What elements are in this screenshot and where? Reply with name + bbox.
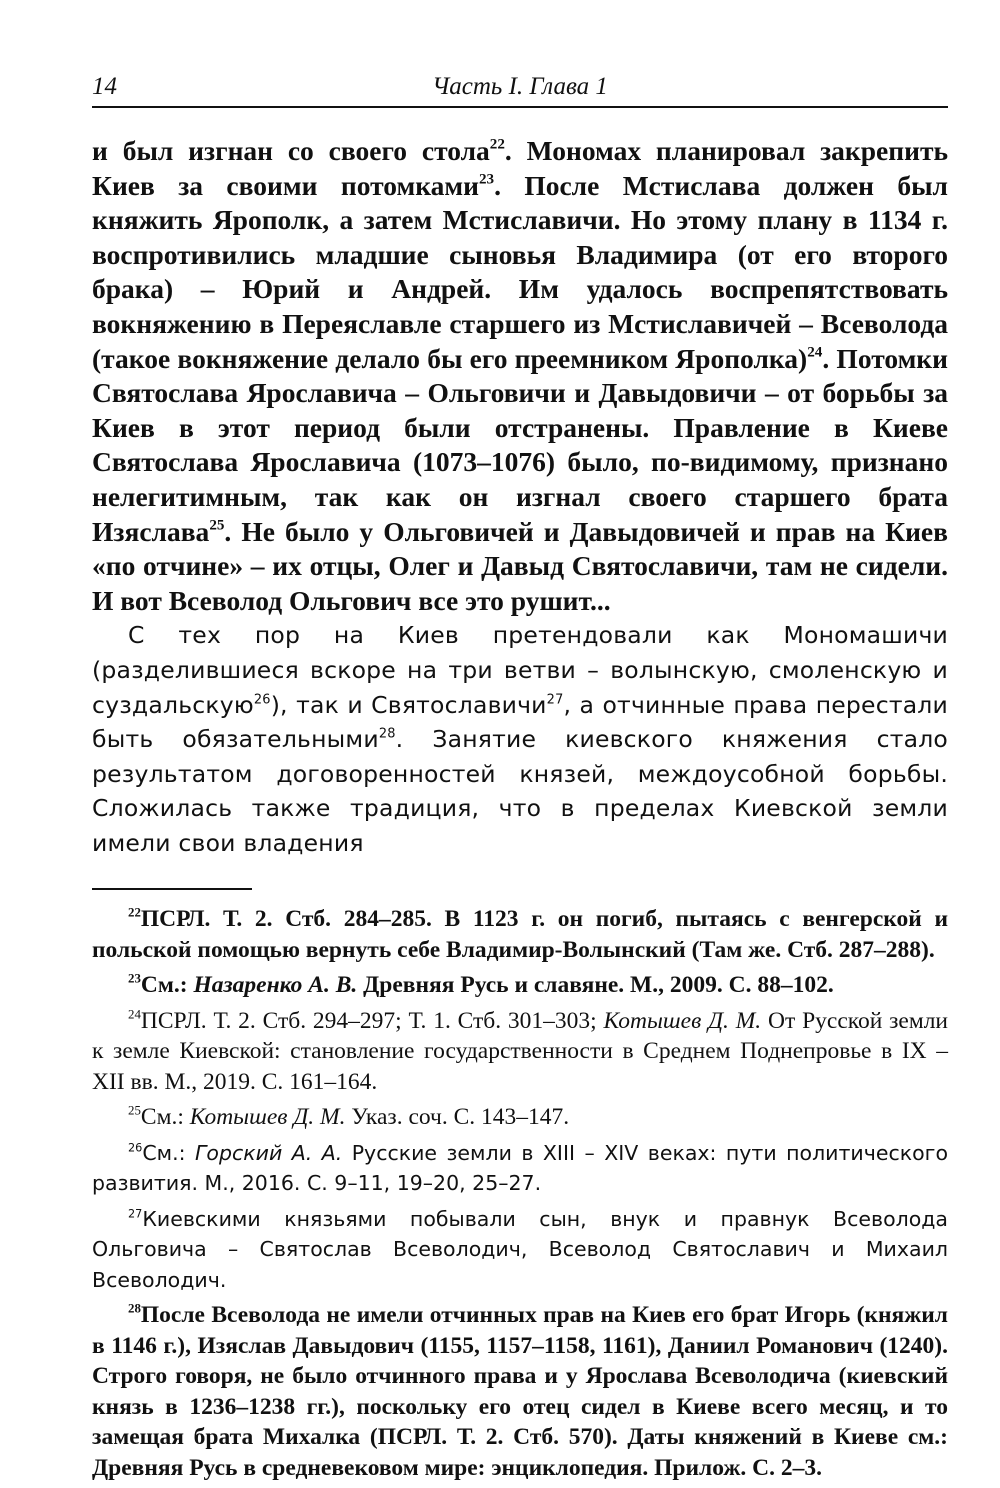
footnote-prefix: См.:	[140, 1104, 190, 1131]
paragraph-1-part-4: . Потомки Святослава Ярославича – Ольговичи и Давыдовичи – от борьбы за Киев в этот период были отстранены. Правление в Киеве Святослава Ярославича (1073–1076) было, по-видимому, признано нелегитимным, так как он изгнал своего старшего брата Изяслава	[92, 342, 948, 547]
footnote-ref-27: 27	[546, 691, 564, 707]
header-rule	[92, 106, 948, 108]
footnote-22	[92, 904, 948, 965]
paragraph-2-part-1: С тех пор на Киев претендовали как Мономашичи (разделившиеся вскоре на три ветви – волынскую, смоленскую и суздальскую	[92, 621, 948, 719]
footnote-author: Котышев Д. М.	[189, 1104, 346, 1131]
footnote-ref-28: 28	[378, 726, 396, 742]
main-text	[92, 134, 948, 860]
footnote-prefix: См.:	[140, 972, 194, 999]
paragraph-1-part-2: . Мономах планировал закрепить Киев за своими потомками	[92, 135, 948, 201]
footnote-prefix: ПСРЛ. Т. 2. Стб. 294–297; Т. 1. Стб. 301–303;	[140, 1007, 604, 1034]
footnote-26	[92, 1138, 948, 1199]
footnote-ref-22: 22	[489, 136, 505, 153]
footnotes	[92, 904, 948, 1483]
footnote-number: 27	[128, 1207, 143, 1221]
footnote-24	[92, 1006, 948, 1098]
footnote-number: 24	[128, 1006, 141, 1022]
footnote-25	[92, 1102, 948, 1133]
page-number: 14	[92, 73, 117, 100]
footnote-author: Котышев Д. М.	[603, 1007, 762, 1034]
footnote-author: Горский А. А.	[195, 1140, 343, 1165]
footnote-separator	[92, 888, 252, 890]
paragraph-2-part-4: . Занятие киевского княжения стало результатом договоренностей князей, междоусобной борьбы. Сложилась также традиция, что в пределах Киевской земли имели свои владения	[92, 725, 948, 857]
footnote-ref-24: 24	[807, 344, 823, 361]
running-title: Часть I. Глава 1	[432, 73, 608, 100]
paragraph-2-part-2: ), так и Святославичи	[270, 690, 547, 719]
footnote-23	[92, 970, 948, 1001]
footnote-text: ПСРЛ. Т. 2. Стб. 284–285. В 1123 г. он погиб, пытаясь с венгерской и польской помощью вернуть себе Владимир-Волынский (Там же. Стб. 287–288).	[92, 906, 948, 963]
footnote-author: Назаренко А. В.	[193, 972, 358, 999]
footnote-text: От Русской земли к земле Киевской: становление государственности в Среднем Поднепровье в IX – XII вв. М., 2019. С. 161–164.	[92, 1007, 949, 1095]
footnote-prefix: См.:	[142, 1140, 195, 1165]
footnote-ref-25: 25	[209, 517, 225, 534]
footnote-text: Русские земли в XIII – XIV веках: пути политического развития. М., 2016. С. 9–11, 19–20, 25–27.	[92, 1140, 948, 1196]
paragraph-1-part-1: и был изгнан со своего стола	[92, 135, 490, 166]
paragraph-1-part-3: . После Мстислава должен был княжить Ярополк, а затем Мстиславичи. Но этому плану в 1134 г. воспротивились младшие сыновья Владимира (от его второго брака) – Юрий и Андрей. Им удалось воспрепятствовать вокняжению в Переяславле старшего из Мстиславичей – Всеволода (такое вокняжение делало бы его преемником Ярополка)	[92, 169, 948, 374]
footnote-28	[92, 1300, 948, 1483]
footnote-text: Киевскими князьями побывали сын, внук и правнук Всеволода Ольговича – Святослав Всеволодич, Всеволод Святославич и Михаил Всеволодич.	[92, 1206, 948, 1292]
footnote-number: 23	[128, 970, 141, 986]
footnote-ref-23: 23	[478, 171, 495, 188]
footnote-number: 25	[128, 1102, 141, 1118]
book-page	[92, 68, 948, 1488]
footnote-text: Указ. соч. С. 143–147.	[345, 1104, 570, 1131]
footnote-27	[92, 1204, 948, 1296]
footnote-number: 22	[128, 904, 141, 920]
paragraph-2-part-3: , а отчинные права перестали быть обязательными	[92, 690, 949, 754]
paragraph-1	[92, 134, 948, 618]
footnote-text: После Всеволода не имели отчинных прав на Киев его брат Игорь (княжил в 1146 г.), Изяслав Давыдович (1155, 1157–1158, 1161), Даниил Романович (1240). Строго говоря, не было отчинного права и у Ярослава Всеволодича (киевский князь в 1236–1238 гг.), поскольку его отец сидел в Киеве всего месяц, и то замещая брата Михалка (ПСРЛ. Т. 2. Стб. 570). Даты княжений в Киеве см.: Древняя Русь в средневековом мире: энциклопедия. Прилож. С. 2–3.	[92, 1302, 948, 1481]
footnote-ref-26: 26	[253, 691, 271, 707]
footnote-number: 26	[128, 1141, 143, 1155]
paragraph-2	[92, 618, 948, 860]
footnote-text: Древняя Русь и славяне. М., 2009. С. 88–102.	[357, 972, 834, 999]
footnote-number: 28	[128, 1300, 141, 1316]
paragraph-1-part-5: . Не было у Ольговичей и Давыдовичей и прав на Киев «по отчине» – их отцы, Олег и Давыд Святославичи, там не сидели. И вот Всеволод Ольгович все это рушит...	[92, 515, 948, 616]
running-header	[92, 68, 948, 106]
